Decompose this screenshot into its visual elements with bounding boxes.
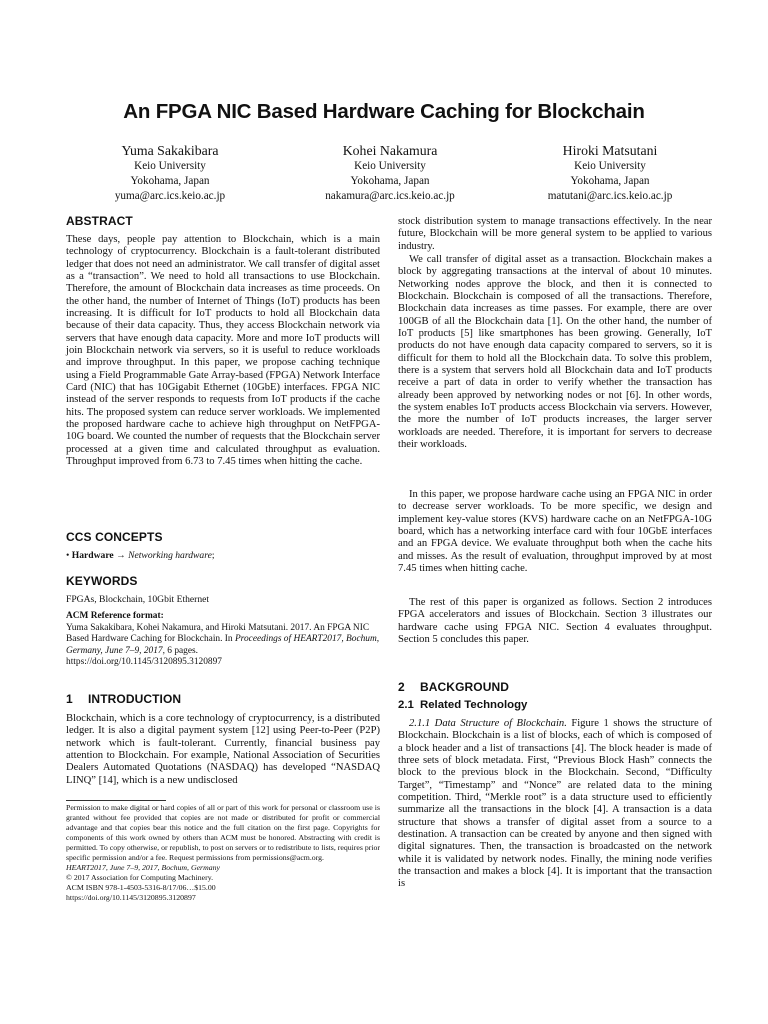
paper-title: An FPGA NIC Based Hardware Caching for Blockchain [123,100,645,123]
subsection-number: 2.1 [398,699,414,711]
author-affiliation: Keio University [354,160,426,172]
ccs-bullet: • [66,550,70,561]
ccs-arrow: → [116,550,126,561]
acm-reference-authors: Yuma Sakakibara, Kohei Nakamura, and Hiroki Matsutani. 2017. An FPGA NIC Based Hardware Caching for Blockchain. In [66,622,370,645]
author-email: yuma@arc.ics.keio.ac.jp [114,190,226,202]
footnote-copyright: © 2017 Association for Computing Machinery. [66,873,214,882]
section-title: BACKGROUND [420,680,509,694]
keywords-heading: KEYWORDS [66,574,138,588]
introduction-heading [66,692,380,706]
abstract-text: These days, people pay attention to Blockchain, which is a main technology of cryptocurrency. Blockchain is a fault-tolerant distributed ledger that does not need an administrator. We call transfer of digital asset as a “transaction”. We need to hold all transactions to use Blockchain. Therefore, the amount of Blockchain data increases as time proceeds. On the other hand, the number of Internet of Things (IoT) products has been increasing. It is difficult for IoT products to hold all Blockchain data because of their data capacity. Thus, they access Blockchain network via servers that have enough data capacity. More and more IoT products will join Blockchain network via servers, so it is useful to reduce workloads and improve throughput. In this paper, we propose caching technique using a Field Programmable Gate Array-based (FPGA) Network Interface Card (NIC) that has 10Gigabit Ethernet (10GbE) interfaces. FPGA NIC instead of the server responds to requests from IoT products if the cache hits. The proposed system can reduce server workloads. We implemented the proposed hardware cache to achieve high throughput on NetFPGA-10G board. We counted the number of requests that the Blockchain server processed at a given time and calculated throughput as evaluation. Throughput improved from 6.73 to 7.45 times when hitting the cache. [66,234,380,467]
ccs-hardware: Hardware [71,550,114,561]
left-column [66,0,380,1024]
author-name: Hiroki Matsutani [562,143,658,158]
footnote-divider [66,800,166,801]
acm-reference-heading: ACM Reference format: [66,611,164,621]
author-affiliation: Keio University [574,160,646,172]
subsubsection-label: 2.1.1 Data Structure of Blockchain. [409,718,567,729]
ccs-tail: ; [211,550,215,561]
acm-reference-pages: 6 pages. [164,645,199,656]
intro-paragraph-3: In this paper, we propose hardware cache using an FPGA NIC in order to decrease server workloads. To be more specific, we design and implement key-value stores (KVS) hardware cache on an NetFPGA-10G board, which has a networking interface card with four 10GbE interfaces and an FPGA device. We evaluate throughput both when the cache hits and misses. As the result of evaluation, throughput improved by at most 7.45 times when hitting cache. [398,489,712,574]
keywords-text: FPGAs, Blockchain, 10Gbit Ethernet [66,594,210,605]
footnote [66,803,380,903]
author-name: Kohei Nakamura [342,143,438,158]
author-email: nakamura@arc.ics.keio.ac.jp [325,190,455,202]
section-number: 1 [66,692,73,706]
author-location: Yokohama, Japan [130,175,210,187]
author-affiliation: Keio University [134,160,206,172]
intro-paragraph-4: The rest of this paper is organized as follows. Section 2 introduces FPGA accelerators and issues of Blockchain. Section 3 illustrates our hardware cache using FPGA NIC. Section 4 evaluates throughput. Section 5 concludes this paper. [398,597,712,645]
intro-continuation: stock distribution system to manage transactions effectively. In the near future, Blockchain will be more general system to be applied to various industry. [398,216,712,252]
footnote-venue: HEART2017, June 7–9, 2017, Bochum, Germany [66,863,220,872]
footnote-isbn: ACM ISBN 978-1-4503-5316-8/17/06…$15.00 [66,883,216,892]
permission-text: Permission to make digital or hard copies of all or part of this work for personal or classroom use is granted without fee provided that copies are not made or distributed for profit or commercial advantage and that copies bear this notice and the full citation on the first page. Copyrights for components of this work owned by others than ACM must be honored. Abstracting with credit is permitted. To copy otherwise, or republish, to post on servers or to redistribute to lists, requires prior specific permission and/or a fee. Request permissions from permissions@acm.org. [66,803,380,862]
section-title: INTRODUCTION [88,692,182,706]
background-body: Figure 1 shows the structure of Blockchain. Blockchain is a list of blocks, each of which is composed of a block header and a list of transactions [4]. The block header is made of three sets of block metadata. First, “Previous Block Hash” connects the block to the previous block in the Blockchain. Second, “Difficulty Target”, “Timestamp” and “Nonce” are related data to the mining competition. Third, “Merkle root” is a data structure used to efficiently summarize all the transactions in the block [4]. A transaction is a data structure that shows a transfer of digital asset from a source to a destination. A transaction can be created by anyone and then signed with digital signatures. Then, the transaction is broadcasted on the network while it is validated by network nodes. Finally, the mining node verifies the transaction and makes a block [4]. It is important that the transaction is [398,718,712,890]
background-heading [398,680,712,694]
acm-reference-proceedings: Proceedings of HEART2017, Bochum, Germany, June 7–9, 2017, [66,634,380,656]
introduction-text: Blockchain, which is a core technology of cryptocurrency, is a distributed ledger. It is also a digital payment system [12] using Peer-to-Peer (P2P) network which is fault-tolerant. Currently, financial business pay attention to Blockchain. For example, National Association of Securities Dealers Automated Quotations (NASDAQ) has developed “NASDAQ LINQ” [14], which is a new undisclosed [66,713,380,786]
section-number: 2 [398,680,405,694]
author-email: matutani@arc.ics.keio.ac.jp [547,190,673,202]
ccs-networking-hardware: Networking hardware [128,550,212,561]
footnote-doi[interactable]: https://doi.org/10.1145/3120895.3120897 [66,893,196,902]
background-text [398,718,712,891]
author-name: Yuma Sakakibara [121,143,219,158]
right-column [398,0,712,1024]
ccs-concepts [66,550,380,562]
acm-reference-doi[interactable]: https://doi.org/10.1145/3120895.3120897 [66,657,222,668]
author-location: Yokohama, Japan [570,175,650,187]
acm-reference-body [66,623,380,669]
acm-reference [66,611,380,669]
author-location: Yokohama, Japan [350,175,430,187]
ccs-heading: CCS CONCEPTS [66,530,163,544]
related-technology-heading [398,699,712,711]
intro-paragraph-2: We call transfer of digital asset as a transaction. Blockchain makes a block by aggregating transactions at the interval of about 10 minutes. Networking nodes approve the block, and then it is connected to Blockchain. Blockchain is composed of all the transactions. Therefore, Blockchain data increases as time passes. For example, there are over 100GB of all the Blockchain data [1]. On the other hand, the number of IoT products [5] like smartphones has been growing. Generally, IoT products do not have enough data capacity compared to servers, so it is difficult for them to hold all the Blockchain data. To solve this problem, there is a system that servers hold all Blockchain data and IoT products receive a part of data in order to verify whether the transaction has already been approved by networking nodes or not [6]. In other words, the system enables IoT products access Blockchain via servers. However, the more the number of IoT products increases, the larger server workloads are needed. Therefore, it is important for servers to decrease their workloads. [398,254,712,450]
subsection-title: Related Technology [420,699,528,711]
abstract-heading: ABSTRACT [66,214,133,228]
